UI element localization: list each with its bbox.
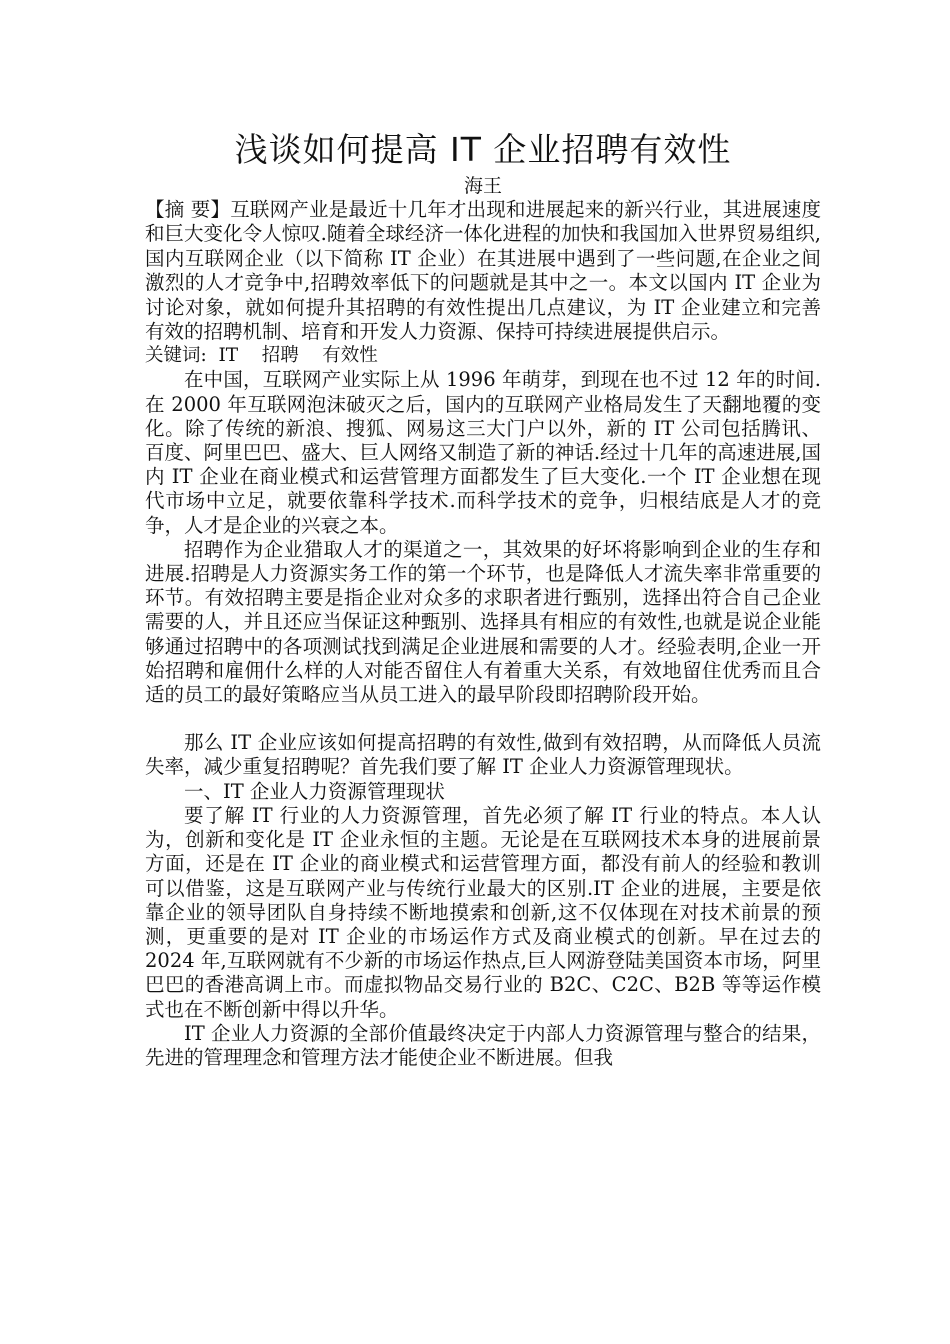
body-paragraph: 在中国，互联网产业实际上从 1996 年萌芽，到现在也不过 12 年的时间.在 2000 年互联网泡沫破灭之后，国内的互联网产业格局发生了天翻地覆的变化。除了传统的新浪、搜狐、网易这三大门户以外，新的 IT 公司包括腾讯、百度、阿里巴巴、盛大、巨人网络又制造了新的神话.经过十几年的高速进展,国内 IT 企业在商业模式和运营管理方面都发生了巨大变化.一个 IT 企业想在现代市场中立足，就要依靠科学技术.而科学技术的竞争，归根结底是人才的竞争，人才是企业的兴衰之本。: [145, 368, 821, 537]
keyword: 招聘: [261, 345, 299, 367]
section-heading: 一、IT 企业人力资源管理现状: [184, 779, 445, 803]
document-page: [145, 126, 821, 1070]
document-title: 浅谈如何提高 IT 企业招聘有效性: [234, 130, 732, 169]
body-paragraph: 招聘作为企业猎取人才的渠道之一，其效果的好坏将影响到企业的生存和进展.招聘是人力资源实务工作的第一个环节，也是降低人才流失率非常重要的环节。有效招聘主要是指企业对众多的求职者进行甄别，选择出符合自己企业需要的人，并且还应当保证这种甄别、选择具有相应的有效性,也就是说企业能够通过招聘中的各项测试找到满足企业进展和需要的人才。经验表明,企业一开始招聘和雇佣什么样的人对能否留住人有着重大关系，有效地留住优秀而且合适的员工的最好策略应当从员工进入的最早阶段即招聘阶段开始。: [145, 537, 821, 707]
body-paragraph: 那么 IT 企业应该如何提高招聘的有效性,做到有效招聘，从而降低人员流失率，减少重复招聘呢？首先我们要了解 IT 企业人力资源管理现状。: [145, 731, 821, 779]
author-name: 海王: [463, 175, 502, 197]
abstract-text: 互联网产业是最近十几年才出现和进展起来的新兴行业，其进展速度和巨大变化令人惊叹.随着全球经济一体化进程的加快和我国加入世界贸易组织,国内互联网企业（以下简称 IT 企业）在其进展中遇到了一些问题,在企业之间激烈的人才竞争中,招聘效率低下的问题就是其中之一。本文以国内 IT 企业为讨论对象，就如何提升其招聘的有效性提出几点建议，为 IT 企业建立和完善有效的招聘机制、培育和开发人力资源、保持可持续进展提供启示。: [145, 198, 821, 344]
keyword: IT: [218, 345, 239, 367]
abstract: [145, 198, 821, 344]
paragraph-gap: [145, 707, 821, 731]
body-paragraph: 要了解 IT 行业的人力资源管理，首先必须了解 IT 行业的特点。本人认为，创新和变化是 IT 企业永恒的主题。无论是在互联网技术本身的进展前景方面，还是在 IT 企业的商业模式和运营管理方面，都没有前人的经验和教训可以借鉴，这是互联网产业与传统行业最大的区别.IT 企业的进展，主要是依靠企业的领导团队自身持续不断地摸索和创新,这不仅体现在对技术前景的预测，更重要的是对 IT 企业的市场运作方式及商业模式的创新。早在过去的 2024 年,互联网就有不少新的市场运作热点,巨人网游登陆美国资本市场，阿里巴巴的香港高调上市。而虚拟物品交易行业的 B2C、C2C、B2B 等等运作模式也在不断创新中得以升华。: [145, 803, 821, 1021]
keyword: 有效性: [322, 345, 378, 367]
body-paragraph: IT 企业人力资源的全部价值最终决定于内部人力资源管理与整合的结果，先进的管理理念和管理方法才能使企业不断进展。但我: [145, 1021, 821, 1069]
keywords-label: 关键词:: [145, 345, 207, 367]
keywords-line: [145, 344, 821, 368]
abstract-label: 【摘 要】: [145, 198, 231, 221]
